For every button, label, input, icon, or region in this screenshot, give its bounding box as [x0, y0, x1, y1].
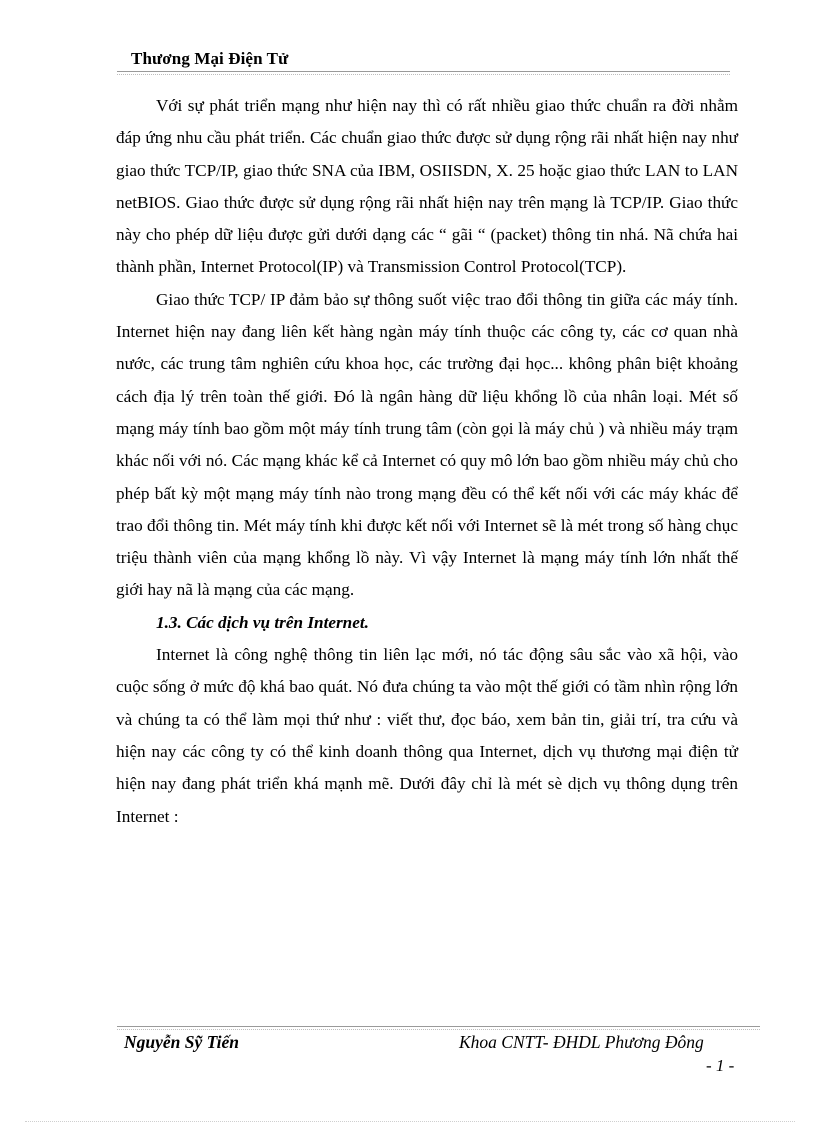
- footer-divider: [117, 1026, 760, 1027]
- paragraph-protocols: Với sự phát triển mạng như hiện nay thì có rất nhiều giao thức chuẩn ra đời nhằm đáp ứng nhu cầu phát triển. Các chuẩn giao thức được sử dụng rộng rãi nhất hiện nay như giao thức TCP/IP, giao thức SNA của IBM, OSIISDN, X. 25 hoặc giao thức LAN to LAN netBIOS. Giao thức được sử dụng rộng rãi nhất hiện nay trên mạng là TCP/IP. Giao thức này cho phép dữ liệu được gửi dưới dạng các “ gãi “ (packet) thông tin nhá. Nã chứa hai thành phần, Internet Protocol(IP) và Transmission Control Protocol(TCP).: [116, 96, 738, 277]
- document-body: [116, 90, 738, 833]
- paragraph-services: Internet là công nghệ thông tin liên lạc mới, nó tác động sâu sắc vào xã hội, vào cuộc sống ở mức độ khá bao quát. Nó đưa chúng ta vào một thế giới có tầm nhìn rộng lớn và chúng ta có thể làm mọi thứ như : viết thư, đọc báo, xem bản tin, giải trí, tra cứu và hiện nay các công ty có thể kinh doanh thông qua Internet, dịch vụ thương mại điện tử hiện nay đang phát triển khá mạnh mẽ. Dưới đây chỉ là mét sè dịch vụ thông dụng trên Internet :: [116, 645, 738, 826]
- paragraph-tcpip: Giao thức TCP/ IP đảm bảo sự thông suốt việc trao đổi thông tin giữa các máy tính. Internet hiện nay đang liên kết hàng ngàn máy tính thuộc các công ty, các cơ quan nhà nước, các trung tâm nghiên cứu khoa học, các trường đại học... không phân biệt khoảng cách địa lý trên toàn thế giới. Đó là ngân hàng dữ liệu khổng lồ của nhân loại. Mét số mạng máy tính bao gồm một máy tính trung tâm (còn gọi là máy chủ ) và nhiều máy trạm khác nối với nó. Các mạng khác kể cả Internet có quy mô lớn bao gồm nhiều máy chủ cho phép bất kỳ một mạng máy tính nào trong mạng đều có thể kết nối với các máy khác để trao đổi thông tin. Mét máy tính khi được kết nối với Internet sẽ là mét trong số hàng chục triệu thành viên của mạng khổng lồ này. Vì vậy Internet là mạng máy tính lớn nhất thế giới hay nã là mạng của các mạng.: [116, 289, 738, 600]
- footer-department: Khoa CNTT- ĐHDL Phương Đông: [459, 1032, 704, 1052]
- footer-divider-dotted: [117, 1029, 760, 1030]
- page-bottom-edge: [25, 1121, 795, 1122]
- footer-author: Nguyễn Sỹ Tiến: [124, 1032, 240, 1052]
- header-title: Thương Mại Điện Tử: [131, 49, 289, 68]
- header-divider: [117, 71, 730, 72]
- page-number: - 1 -: [706, 1056, 735, 1075]
- page-header: [131, 49, 731, 69]
- section-heading: 1.3. Các dịch vụ trên Internet.: [156, 612, 369, 632]
- header-divider-dotted: [117, 74, 730, 75]
